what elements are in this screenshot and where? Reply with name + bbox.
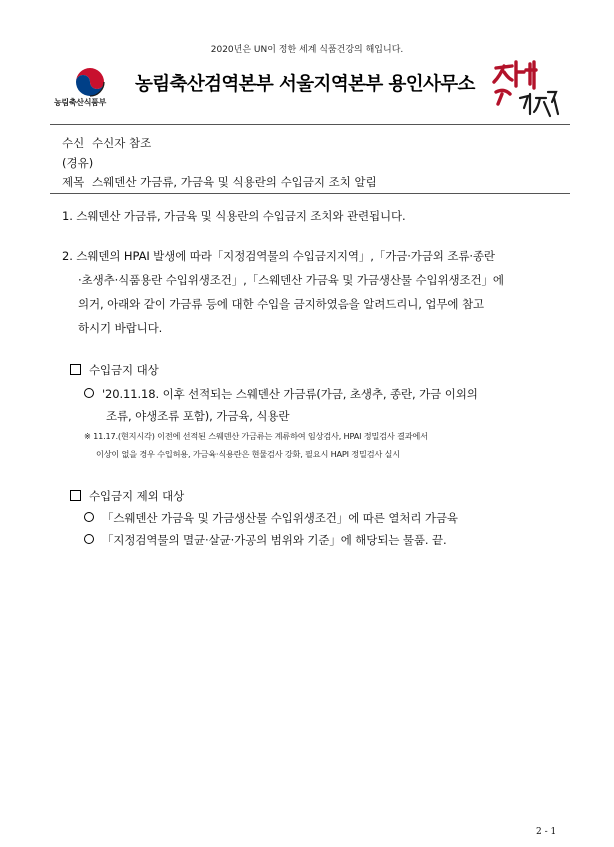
section-1-heading bbox=[70, 362, 159, 378]
section-2-item-2 bbox=[84, 532, 447, 548]
recipient-line bbox=[62, 135, 151, 151]
circle-bullet-icon bbox=[84, 388, 94, 398]
page-number: 2 - 1 bbox=[536, 827, 557, 837]
body-item-2-line-4: 하시기 바랍니다. bbox=[78, 321, 163, 335]
section-2-item-1-text: 「스웨덴산 가금육 및 가금생산물 수입위생조건」에 따른 열처리 가금육 bbox=[102, 511, 458, 525]
logo-caption: 농림축산식품부 bbox=[54, 98, 106, 107]
subject-divider bbox=[50, 193, 570, 194]
subject-label: 제목 bbox=[62, 175, 85, 189]
body-item-2-line-1: 2. 스웨덴의 HPAI 발생에 따라「지정검역물의 수입금지지역」,「가금·가금외 조류·종란 bbox=[62, 249, 495, 263]
recipient-value: 수신자 참조 bbox=[92, 136, 152, 150]
body-item-2-line-3: 의거, 아래와 같이 가금류 등에 대한 수입을 금지하였음을 알려드리니, 업무에 참고 bbox=[78, 297, 484, 311]
body-item-2-line-2: ·초생추·식품용란 수입위생조건」,「스웨덴산 가금육 및 가금생산물 수입위생조건」에 bbox=[78, 273, 504, 287]
organization-title: 농림축산검역본부 서울지역본부 용인사무소 bbox=[135, 74, 475, 95]
square-bullet-icon bbox=[70, 364, 81, 375]
slogan: 2020년은 UN이 정한 세계 식품건강의 해입니다. bbox=[210, 45, 404, 55]
section-2-title: 수입금지 제외 대상 bbox=[89, 489, 185, 503]
section-2-item-1 bbox=[84, 510, 458, 526]
square-bullet-icon bbox=[70, 490, 81, 501]
calligraphy-slogan-icon bbox=[490, 58, 562, 122]
section-1-note-line-1: ※ 11.17.(현지시각) 이전에 선적된 스웨덴산 가금류는 계류하여 임상검사, HPAI 정밀검사 결과에서 bbox=[84, 431, 428, 441]
circle-bullet-icon bbox=[84, 512, 94, 522]
section-1-note-line-2: 이상이 없을 경우 수입허용, 가금육·식용란은 현물검사 강화, 필요시 HAPI 정밀검사 실시 bbox=[96, 449, 400, 459]
section-2-heading bbox=[70, 488, 184, 504]
via-line: (경유) bbox=[62, 156, 94, 170]
header-divider bbox=[50, 124, 570, 125]
recipient-label: 수신 bbox=[62, 136, 85, 150]
circle-bullet-icon bbox=[84, 534, 94, 544]
subject-value: 스웨덴산 가금류, 가금육 및 식용란의 수입금지 조치 알림 bbox=[92, 175, 377, 189]
section-1-item-line-2: 조류, 야생조류 포함), 가금육, 식용란 bbox=[106, 409, 290, 423]
section-1-title: 수입금지 대상 bbox=[89, 363, 159, 377]
section-1-item-line-1 bbox=[84, 386, 478, 402]
section-1-item-text: '20.11.18. 이후 선적되는 스웨덴산 가금류(가금, 초생추, 종란, 가금 이외의 bbox=[102, 387, 478, 401]
body-item-1: 1. 스웨덴산 가금류, 가금육 및 식용란의 수입금지 조치와 관련됩니다. bbox=[62, 209, 406, 223]
section-2-item-2-text: 「지정검역물의 멸균·살균·가공의 범위와 기준」에 해당되는 물품. 끝. bbox=[102, 533, 447, 547]
subject-line bbox=[62, 174, 377, 190]
